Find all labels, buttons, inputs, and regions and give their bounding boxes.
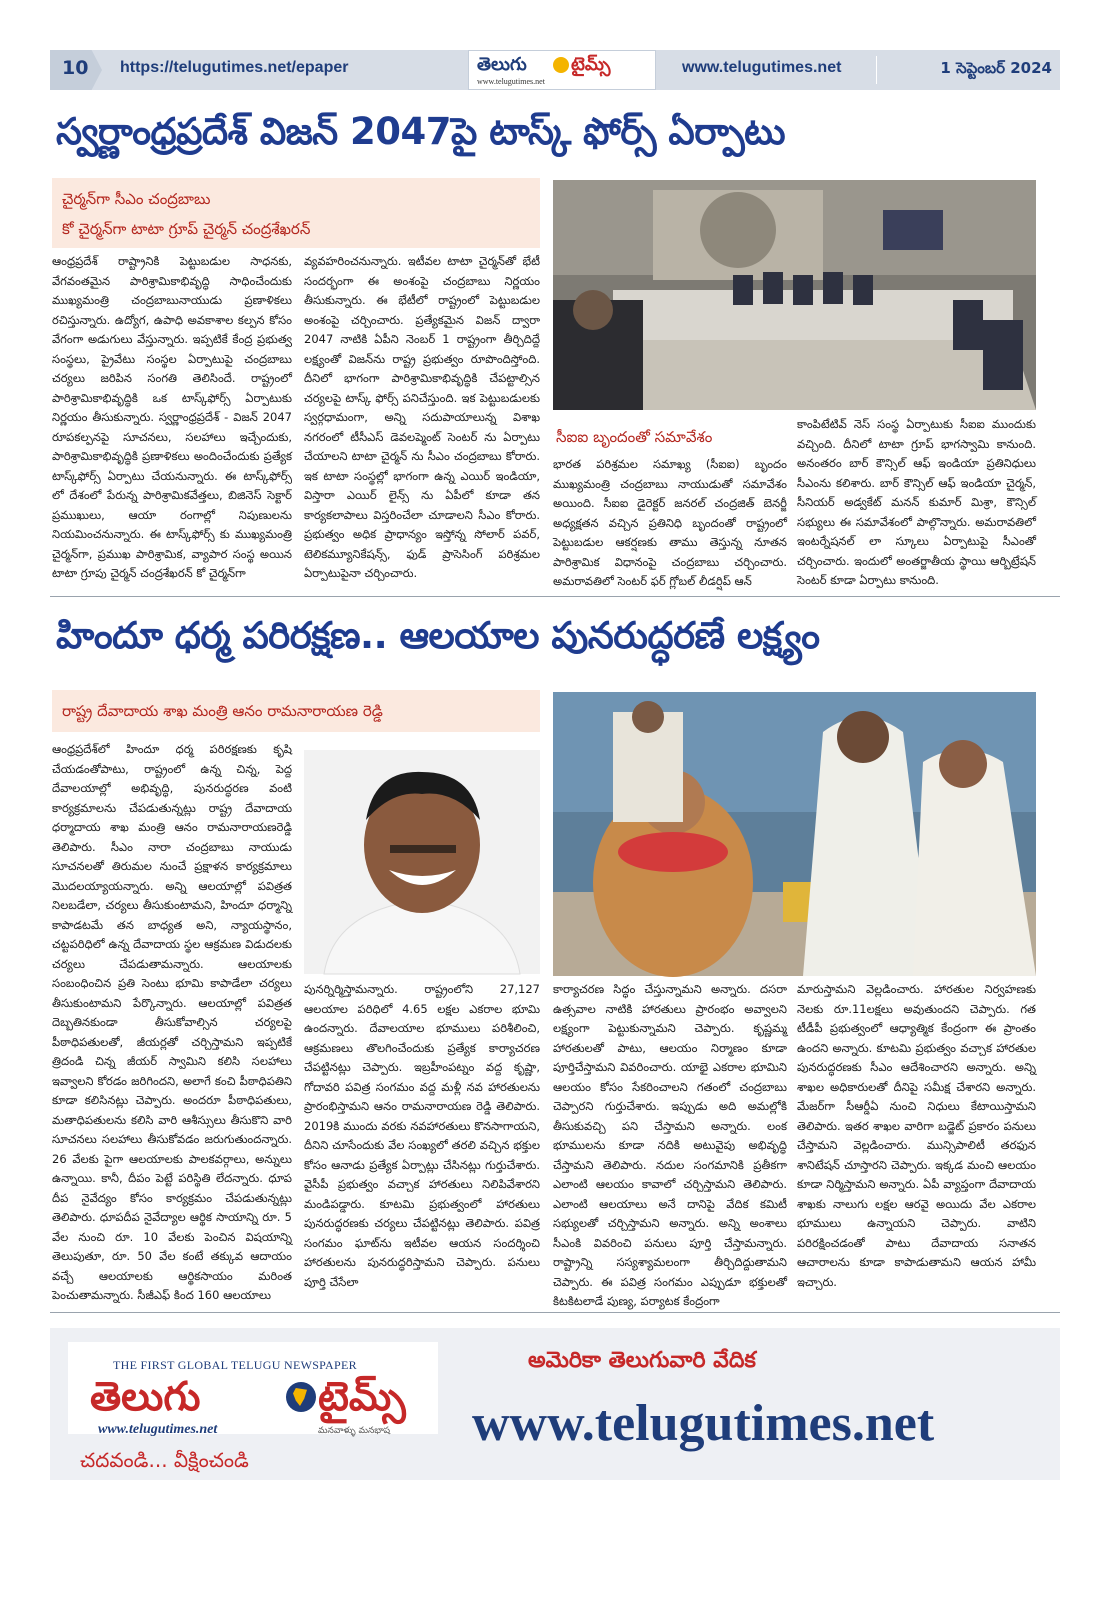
globe-icon [553, 57, 569, 73]
issue-date: 1 సెప్టెంబర్ 2024 [940, 59, 1052, 77]
article2-column-4: మారుస్తామని వెల్లడించారు. హారతుల నిర్వహణకు నెలకు రూ.11లక్షలు అవుతుందని చెప్పారు. గత టీడీపీ ప్రభుత్వంలో ఆధ్యాత్మిక కేంద్రంగా ఈ ప్రాంతం ఉందని అన్నారు. కూటమి ప్రభుత్వం వచ్చాక హారతుల పునరుద్ధరణకు సీఎం ఆదేశించారని అన్నారు. అన్ని శాఖల అధికారులతో దీనిపై సమీక్ష చేశారని అన్నారు. మేజర్‌గా సీఆర్డీఏ నుంచి నిధులు కేటాయిస్తామని తెలిపారు. ఇతర శాఖల వారిగా బడ్జెట్ ప్రకారం పనులు చేస్తామని వెల్లడించారు. మున్సిపాలిటీ తరఫున శానిటేషన్ చూస్తారని చెప్పారు. ఇక్కడ మంచి ఆలయం కూడా నిర్మిస్తామని అన్నారు. ఏపీ వ్యాప్తంగా దేవాదాయ శాఖకు నాలుగు లక్షల ఆరవై అయిదు వేల ఎకరాల భూములు ఉన్నాయని చెప్పారు. వాటిని పరిరక్షించడంతో పాటు దేవాదాయ సనాతన ఆచారాలను కూడా కాపాడుతామని ఆయన హామీ ఇచ్చారు. [797, 982, 1036, 1289]
ad-logo-subtitle: మనవాళ్ళు మనభాష [318, 1426, 391, 1436]
site-link[interactable]: www.telugutimes.net [682, 59, 842, 76]
article2-subhead-line: రాష్ట్ర దేవాదాయ శాఖ మంత్రి ఆనం రామనారాయణ రెడ్డి [62, 702, 383, 720]
article1-subhead [52, 178, 540, 248]
logo-telugu-text: తెలుగు [477, 54, 527, 75]
logo-url-text: www.telugutimes.net [477, 77, 545, 86]
article1-subhead-line1: చైర్మన్‌గా సీఎం చంద్రబాబు [62, 190, 211, 208]
article1-headline: స్వర్ణాంధ్రప్రదేశ్ విజన్ 2047పై టాస్క్ ఫోర్స్ ఏర్పాటు [56, 110, 786, 153]
article1-subhead-line2: కో చైర్మన్‌గా టాటా గ్రూప్ చైర్మన్ చంద్రశేఖరన్ [62, 220, 311, 238]
ad-logo-url: www.telugutimes.net [98, 1422, 218, 1437]
article2-column-1: ఆంధ్రప్రదేశ్‌లో హిందూ ధర్మ పరిరక్షణకు కృషి చేయడంతోపాటు, రాష్ట్రంలో ఉన్న చిన్న, పెద్ద దేవాలయాల్లో అభివృద్ధి, పునరుద్ధరణ వంటి కార్యక్రమాలను చేపడుతున్నట్లు రాష్ట్ర దేవాదాయ ధర్మాదాయ శాఖ మంత్రి ఆనం రామనారాయణరెడ్డి తెలిపారు. సీఎం నారా చంద్రబాబు నాయుడు సూచనలతో తిరుమల నుంచే ప్రక్షాళన కార్యక్రమాలు మొదలయ్యాయన్నారు. అన్ని ఆలయాల్లో పవిత్రత నిలబడేలా, చర్యలు తీసుకుంటామని, హిందూ ధర్మాన్ని కాపాడటమే తన బాధ్యత అని, న్యాయస్థానం, చట్టపరిధిలో ఉన్న దేవాదాయ స్థల ఆక్రమణ విడుదలకు చర్యలు చేపడుతామన్నారు. ఆలయాలకు సంబంధించిన ప్రతి సెంటు భూమి కాపాడేలా చర్యలు తీసుకుంటామని పేర్కొన్నారు. ఆలయాల్లో పవిత్రత దెబ్బతినకుండా తీసుకోవాల్సిన చర్యలపై పీఠాధిపతులతో, జీయర్లతో చర్చిస్తామని ఇప్పటికే త్రిదండి చిన్న జీయర్ స్వామిని కలిసి సలహాలు ఇవ్వాలని కోరడం జరిగిందని, అలాగే కంచి పీఠాధిపతిని కూడా కలిసినట్లు చెప్పారు. అందరూ పీఠాధిపతులు, మతాధిపతులను కలిసి వారి ఆశీస్సులు తీసుకొని వారి సూచనలు సలహాలు తీసుకోవడం జరుగుతుందన్నారు. 26 వేలకు పైగా ఆలయాలకు పాలకవర్గాలు, అన్నులు ఉన్నాయి. కానీ, దీపం పెట్టే పరిస్థితి లేదన్నారు. ధూప దీప నైవేద్యం కోసం కార్యక్రమం చేపడుతున్నట్లు తెలిపారు. ధూపదీప నైవేద్యాల ఆర్థిక సాయాన్ని రూ. 5 వేల నుంచి రూ. 10 వేలకు పెంచిన విషయాన్ని తెలుపుతూ, రూ. 50 వేల కంటే తక్కువ ఆదాయం వచ్చే ఆలయాలకు ఆర్థికసాయం మరింత పెంచుతామన్నారు. సీజీఎఫ్ కింద 160 ఆలయాలు [52, 742, 292, 1302]
article1-column-2: వ్యవహరించనున్నారు. ఇటీవల టాటా చైర్మన్‌తో భేటీ సందర్భంగా ఈ అంశంపై చంద్రబాబు నిర్ణయం తీసుకున్నారు. ఈ భేటీలో రాష్ట్రంలో పెట్టుబడుల అంశంపై చర్చించారు. ప్రత్యేకమైన విజన్ ద్వారా 2047 నాటికి ఏపీని నెంబర్ 1 రాష్ట్రంగా తీర్చిదిద్దే లక్ష్యంతో విజన్‌ను రాష్ట్ర ప్రభుత్వం రూపొందిస్తోంది. దీనిలో భాగంగా పారిశ్రామికాభివృద్ధికి చేపట్టాల్సిన చర్యలపై టాస్క్ ఫోర్స్ పనిచేస్తుంది. ఇక పెట్టుబడులకు స్వర్గధామంగా, అన్ని సదుపాయాలున్న విశాఖ నగరంలో టీసీఎస్ డెవలప్మెంట్ సెంటర్ ను ఏర్పాటు చేయాలని టాటా చైర్మన్ ను సీఎం చంద్రబాబు కోరారు. ఇక టాటా సంస్థల్లో భాగంగా ఉన్న ఎయిర్ ఇండియా, విస్తారా ఎయిర్ లైన్స్ ను ఏపీలో కూడా తన కార్యకలాపాలు విస్తరించేలా చూడాలని సీఎం కోరారు. ప్రభుత్వం అధిక ప్రాధాన్యం ఇస్తోన్న సోలార్ పవర్, టెలికమ్యూనికేషన్స్, ఫుడ్ ప్రాసెసింగ్ పరిశ్రమల ఏర్పాటుపైనా చర్చించారు. [304, 254, 540, 580]
logo-times-text: టైమ్స్ [571, 54, 611, 75]
minister-portrait [304, 750, 540, 974]
ad-logo-telugu: తెలుగు [90, 1374, 201, 1420]
globe-icon [286, 1382, 316, 1412]
article2-column-3: కార్యాచరణ సిద్ధం చేస్తున్నామని అన్నారు. దసరా ఉత్సవాల నాటికి హారతులు ప్రారంభం అవ్వాలని లక్ష్యంగా పెట్టుకున్నామని చెప్పారు. కృష్ణమ్మ హారతులతో పాటు, ఆలయం నిర్మాణం కూడా పూర్తిచేస్తామని వివరించారు. యాభై ఎకరాల భూమిని ఆలయం కోసం సేకరించాలని గతంలో చంద్రబాబు చెప్పారని గుర్తుచేశారు. ఇప్పుడు అది అమల్లోకి తీసుకువచ్చి పని చేస్తామని అన్నారు. లంక భూములను కూడా నదికి అటువైపు అభివృద్ధి చేస్తామని తెలిపారు. నదుల సంగమానికి ప్రతీకగా ఎలాంటి ఆలయం కావాలో చర్చిస్తామని తెలిపారు. ఎలాంటి ఆలయాలు అనే దానిపై వేదిక కమిటీ సభ్యులతో చర్చిస్తామని అన్నారు. అన్ని అంశాలు సీఎంకి వివరించి పనులు పూర్తి చేస్తామన్నారు. రాష్ట్రాన్ని సస్యశ్యామలంగా తీర్చిదిద్దుతామని చెప్పారు. ఈ పవిత్ర సంగమం ఎప్పుడూ భక్తులతో కిటకిటలాడే పుణ్య, పర్యాటక కేంద్రంగా [553, 982, 787, 1308]
article1-column-3: భారత పరిశ్రమల సమాఖ్య (సీఐఐ) బృందం ముఖ్యమంత్రి చంద్రబాబు నాయుడుతో సమావేశం అయింది. సీఐఐ డైరెక్టర్ జనరల్ చంద్రజిత్ బెనర్జీ అధ్యక్షతన వచ్చిన ప్రతినిధి బృందంతో రాష్ట్రంలో పెట్టుబడుల ఆకర్షణకు తాము తెస్తున్న నూతన పారిశ్రామిక విధానంపై చంద్రబాబు చర్చించారు. అమరావతిలో సెంటర్ ఫర్ గ్లోబల్ లీడర్షిప్ ఆన్ [553, 457, 787, 588]
epaper-link[interactable]: https://telugutimes.net/epaper [120, 59, 349, 76]
ceremony-illustration [553, 692, 1036, 976]
article1-column-1: ఆంధ్రప్రదేశ్ రాష్ట్రానికి పెట్టుబడుల సాధనకు, వేగవంతమైన పారిశ్రామికాభివృద్ధి సాధించేందుకు ముఖ్యమంత్రి చంద్రబాబునాయుడు ప్రణాళికలు రచిస్తున్నారు. ఉద్యోగ, ఉపాధి అవకాశాల కల్పన కోసం వేగంగా అడుగులు వేస్తున్నారు. ఇప్పటికే కేంద్ర ప్రభుత్వ సంస్థలు, ప్రైవేటు సంస్థల ఏర్పాటుపై చంద్రబాబు చర్యలు జరిపిన సంగతి తెలిసిందే. రాష్ట్రంలో పారిశ్రామికాభివృద్ధికి ఒక టాస్క్‌ఫోర్స్ ఏర్పాటుకు నిర్ణయం తీసుకున్నారు. స్వర్ణాంధ్రప్రదేశ్ - విజన్ 2047 రూపకల్పనపై సూచనలు, సలహాలు ఇచ్చేందుకు, పారిశ్రామికాభివృద్ధికి ప్రణాళికలు అందించేందుకు ప్రత్యేక టాస్క్‌ఫోర్స్ ఏర్పాటు చేయనున్నారు. ఈ టాస్క్‌ఫోర్స్ లో దేశంలో పేరున్న పారిశ్రామికవేత్తలు, బిజినెస్ సెక్టార్ ప్రముఖులు, ఆయా రంగాల్లో నిపుణులను నియమించనున్నారు. ఈ టాస్క్‌ఫోర్స్ కు ముఖ్యమంత్రి చైర్మన్‌గా, ప్రముఖ పారిశ్రామిక, వ్యాపార సంస్థ అయిన టాటా గ్రూపు చైర్మన్ చంద్రశేఖరన్ కో చైర్మన్‌గా [52, 254, 292, 580]
conference-room-illustration [553, 180, 1036, 410]
ad-logo-times: టైమ్స్ [318, 1374, 406, 1420]
telugu-times-advertisement[interactable] [50, 1328, 1060, 1480]
ad-tagline: THE FIRST GLOBAL TELUGU NEWSPAPER [113, 1358, 357, 1372]
article1-column-4: కాంపిటేటివ్ నెస్ సంస్థ ఏర్పాటుకు సీఐఐ ముందుకు వచ్చింది. దీనిలో టాటా గ్రూప్ భాగస్వామి కానుంది. అనంతరం బార్ కౌన్సిల్ ఆఫ్ ఇండియా ప్రతినిధులు సీఎంను కలిశారు. బార్ కౌన్సిల్ ఆఫ్ ఇండియా చైర్మన్, సీనియర్ అడ్వకేట్ మనన్ కుమార్ మిశ్రా, కౌన్సిల్ సభ్యులు ఈ సమావేశంలో పాల్గొన్నారు. అమరావతిలో ఇంటర్నేషనల్ లా స్కూలు ఏర్పాటుపై సీఎంతో చర్చించారు. ఇందులో అంతర్జాతీయ స్థాయి ఆర్బిట్రేషన్ సెంటర్ కూడా ఏర్పాటు కానుంది. [797, 417, 1036, 587]
meeting-photo-caption: సీఐఐ బృందంతో సమావేశం [556, 428, 713, 446]
article2-headline: హిందూ ధర్మ పరిరక్షణ.. ఆలయాల పునరుద్ధరణే లక్ష్యం [56, 614, 820, 657]
ad-logo [68, 1342, 438, 1437]
temple-ceremony-photo [553, 692, 1036, 976]
meeting-photo [553, 180, 1036, 410]
ad-read-line: చదవండి... వీక్షించండి [80, 1448, 249, 1472]
page-number: 10 [62, 57, 89, 79]
header-divider [876, 56, 877, 84]
masthead-logo[interactable] [468, 50, 656, 90]
footer-divider [50, 1312, 1060, 1313]
section-divider [50, 596, 1060, 597]
ad-website-link[interactable]: www.telugutimes.net [472, 1395, 935, 1452]
article2-subhead [52, 690, 540, 732]
article2-column-2: పునర్నిర్మిస్తామన్నారు. రాష్ట్రంలోని 27,127 ఆలయాల పరిధిలో 4.65 లక్షల ఎకరాల భూమి ఉందన్నారు. దేవాలయాల భూములు పరిశీలించి, ఆక్రమణలు తొలగించేందుకు ప్రత్యేక కార్యాచరణ చేపట్టినట్లు చెప్పారు. ఇబ్రహీంపట్నం వద్ద కృష్ణా, గోదావరి పవిత్ర సంగమం వద్ద మళ్లీ నవ హారతులను ప్రారంభిస్తామని ఆనం రామనారాయణ రెడ్డి తెలిపారు. 2019కి ముందు వరకు నవహారతులు కొనసాగాయని, దీనిని చూసేందుకు వేల సంఖ్యలో తరలి వచ్చిన భక్తుల కోసం ఆనాడు ప్రత్యేక ఏర్పాట్లు చేసినట్లు గుర్తుచేశారు. వైసీపీ ప్రభుత్వం వచ్చాక హారతులు నిలిపివేశారని మండిపడ్డారు. కూటమి ప్రభుత్వంలో హారతులు పునరుద్ధరణకు చర్యలు చేపట్టినట్లు తెలిపారు. పవిత్ర సంగమం ఘాట్‌ను ఇటీవల ఆయన సందర్శించి హారతులను పునరుద్ధరిస్తామని చెప్పారు. పనులు పూర్తి చేసేలా [304, 982, 540, 1289]
portrait-illustration [304, 750, 540, 974]
page-header [50, 50, 1060, 90]
ad-slogan: అమెరికా తెలుగువారి వేదిక [528, 1348, 756, 1373]
